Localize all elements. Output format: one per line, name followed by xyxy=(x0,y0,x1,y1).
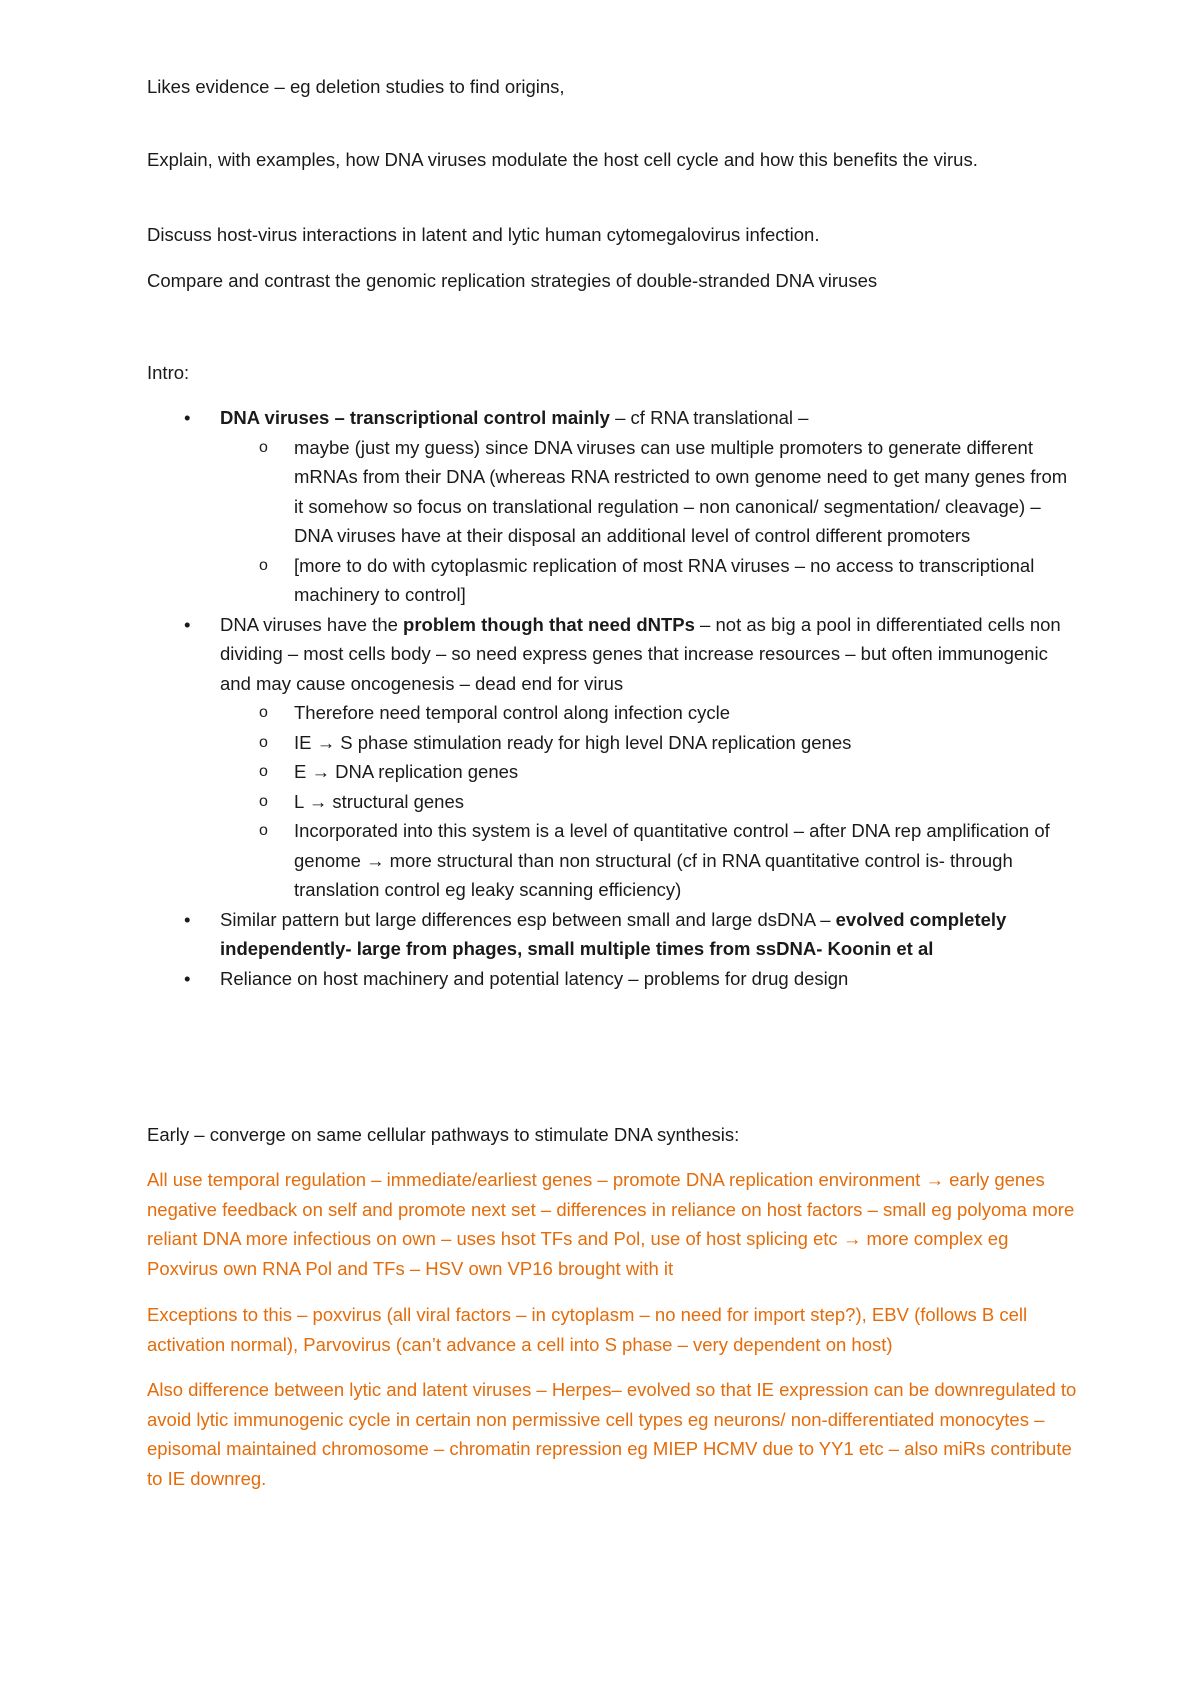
sub-bullet-2-4-post: structural genes xyxy=(327,790,465,812)
lytic-latent-paragraph: Also difference between lytic and latent viruses – Herpes– evolved so that IE expression can be downregulated to avoid lytic immunogenic cycle in certain non permissive cell types eg neurons/ non-differentiated monocytes – episomal maintained chromosome – chromatin repression eg MIEP HCMV due to YY1 etc – also miRs contribute to IE downreg. xyxy=(147,1379,1077,1489)
sub-bullet-marker: o xyxy=(259,822,268,839)
bullet-1-bold: DNA viruses – transcriptional control mainly xyxy=(220,407,610,428)
sub-bullet-marker: o xyxy=(259,763,268,780)
bullet-3-text: Similar pattern but large differences esp between small and large dsDNA – xyxy=(220,908,836,930)
sub-bullet-marker: o xyxy=(259,792,268,810)
sub-bullet-marker: o xyxy=(259,733,268,751)
sub-bullet-1-1-text: maybe (just my guess) since DNA viruses can use multiple promoters to generate different mRNAs from their DNA (whereas RNA restricted to own genome need to get many genes from it somehow so focus on translational regulation – non canonical/ segmentation/ cleavage) – DNA viruses have at their disposal an additional level of control different promoters xyxy=(294,436,1068,546)
header-line: Likes evidence – eg deletion studies to find origins, xyxy=(147,76,565,97)
question-3: Compare and contrast the genomic replication strategies of double-stranded DNA viruses xyxy=(147,270,878,291)
sub-bullet-marker: o xyxy=(259,438,268,456)
bullet-marker: • xyxy=(184,908,191,930)
sub-bullet-1-2 xyxy=(147,551,1077,610)
bullet-3-bold: evolved completely independently- large from phages, small multiple times from ssDNA- Koonin et al xyxy=(220,908,1007,959)
arrow-icon: → xyxy=(308,790,328,812)
sub-bullet-2-3-post: DNA replication genes xyxy=(329,761,519,782)
sub-bullet-2-4-pre: L xyxy=(294,790,309,812)
bullet-1-text: – cf RNA translational – xyxy=(609,407,809,428)
bullet-2-text: – not as big a pool in differentiated cells non dividing – most cells body – so need express genes that increase resources – but often immunogenic and may cause oncogenesis – dead end for virus xyxy=(220,613,1061,694)
arrow-icon: → xyxy=(311,761,330,782)
bullet-4-text: Reliance on host machinery and potential latency – problems for drug design xyxy=(220,967,849,989)
sub-bullet-2-1 xyxy=(147,698,1077,728)
bullet-2-bold: problem though that need dNTPs xyxy=(403,613,695,635)
arrow-icon: → xyxy=(842,1228,862,1249)
sub-bullet-2-5-pre: Incorporated into this system is a level of quantitative control – after DNA rep amplification of genome xyxy=(294,820,1050,871)
bullet-item-1 xyxy=(147,403,1077,433)
bullet-marker: • xyxy=(184,613,191,635)
intro-bullet-list xyxy=(147,403,1077,993)
sub-bullet-marker: o xyxy=(259,704,268,721)
sub-bullet-2-3 xyxy=(147,757,1077,787)
bullet-marker: • xyxy=(184,407,191,428)
sub-bullet-1-1 xyxy=(147,433,1077,551)
sub-bullet-2-4 xyxy=(147,787,1077,817)
bullet-marker: • xyxy=(184,967,191,989)
arrow-icon: → xyxy=(925,1169,944,1190)
sub-bullet-2-1-text: Therefore need temporal control along infection cycle xyxy=(294,702,731,723)
sub-bullet-2-2-pre: IE xyxy=(294,731,317,753)
early-paragraph-1 xyxy=(147,1165,1077,1283)
question-1: Explain, with examples, how DNA viruses modulate the host cell cycle and how this benefits the virus. xyxy=(147,149,978,170)
sub-bullet-2-5-post: more structural than non structural (cf in RNA quantitative control is- through translation control eg leaky scanning efficiency) xyxy=(294,849,1013,900)
sub-bullet-2-2 xyxy=(147,728,1077,758)
bullet-2-text-pre: DNA viruses have the xyxy=(220,613,404,635)
sub-bullet-1-2-text: [more to do with cytoplasmic replication of most RNA viruses – no access to transcriptional machinery to control] xyxy=(294,554,1035,605)
bullet-item-2 xyxy=(147,610,1077,699)
question-2: Discuss host-virus interactions in latent and lytic human cytomegalovirus infection. xyxy=(147,224,820,245)
sub-bullet-2-3-pre: E xyxy=(294,761,312,782)
early-paragraph-1-a: All use temporal regulation – immediate/earliest genes – promote DNA replication environment xyxy=(147,1169,926,1190)
bullet-item-4 xyxy=(147,964,1077,994)
bullet-item-3 xyxy=(147,905,1077,964)
sub-bullet-2-5 xyxy=(147,816,1077,905)
intro-label: Intro: xyxy=(147,362,190,383)
arrow-icon: → xyxy=(316,731,336,753)
early-paragraph-1-b: early genes negative feedback on self and promote next set – differences in reliance on host factors – small eg polyoma more reliant DNA more infectious on own – uses hsot TFs and Pol, use of host splicing etc xyxy=(147,1169,1075,1249)
sub-bullet-marker: o xyxy=(259,556,268,574)
exceptions-paragraph: Exceptions to this – poxvirus (all viral factors – in cytoplasm – no need for import step?), EBV (follows B cell activation normal), Parvovirus (can’t advance a cell into S phase – very dependent on host) xyxy=(147,1304,1028,1355)
sub-bullet-2-2-post: S phase stimulation ready for high level DNA replication genes xyxy=(335,731,852,753)
early-heading: Early – converge on same cellular pathways to stimulate DNA synthesis: xyxy=(147,1124,740,1145)
early-paragraph-1-c: more complex eg Poxvirus own RNA Pol and TFs – HSV own VP16 brought with it xyxy=(147,1228,1009,1279)
arrow-icon: → xyxy=(366,849,385,871)
